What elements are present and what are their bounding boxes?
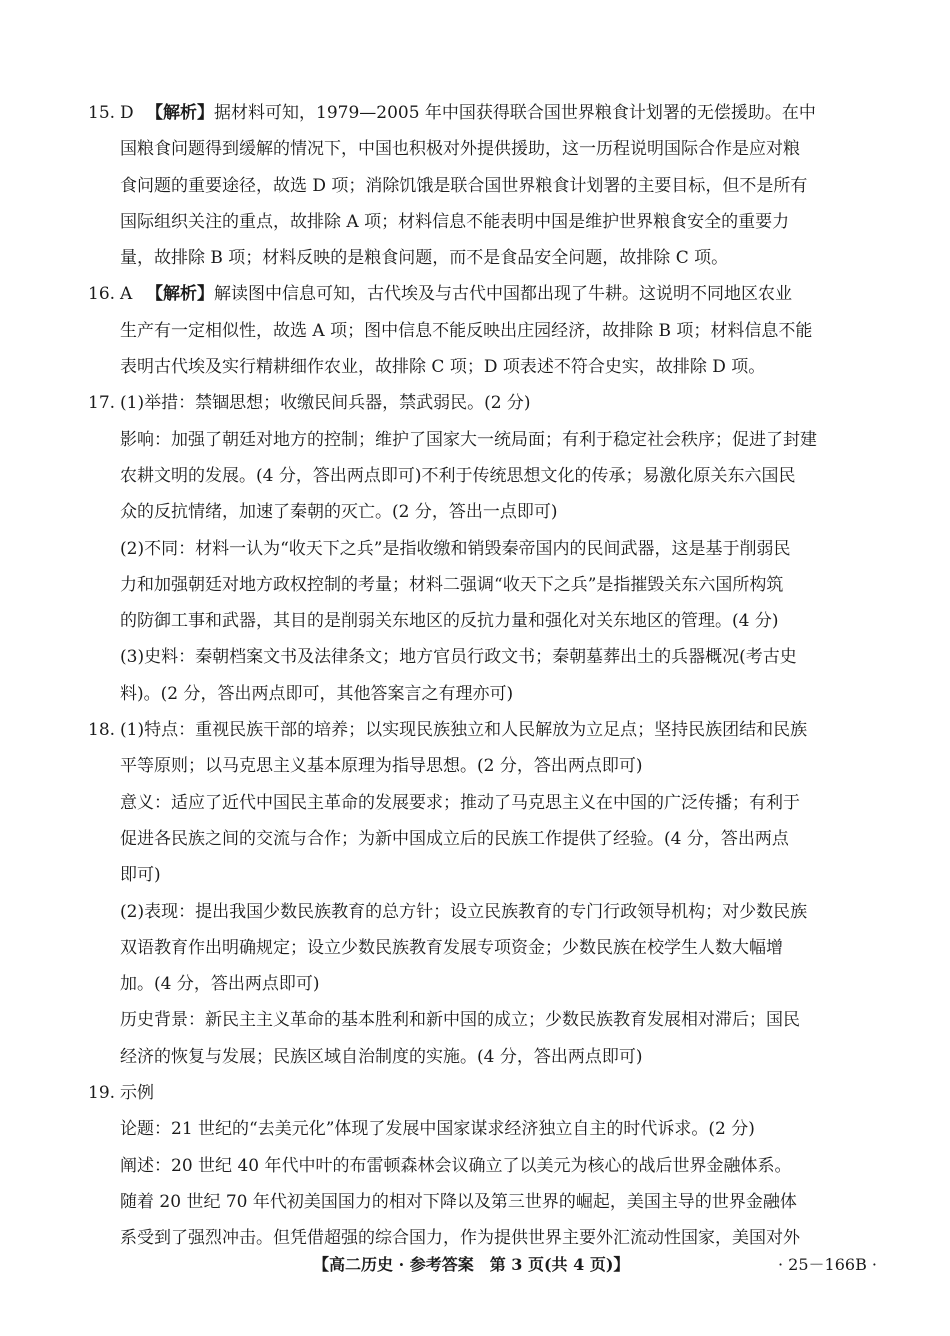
- q17-number: 17.: [88, 393, 116, 414]
- q15-number: 15.: [88, 103, 116, 123]
- q15-line-4: 国际组织关注的重点，故排除 A 项；材料信息不能表明中国是维护世界粮食安全的重要力: [120, 211, 790, 232]
- q17-line-1: [88, 385, 863, 421]
- q16-number: 16.: [88, 284, 116, 305]
- q18-line-7: 双语教育作出明确规定；设立少数民族教育发展专项资金；少数民族在校学生人数大幅增: [120, 937, 783, 958]
- q17-line-2: 影响：加强了朝廷对地方的控制；维护了国家大一统局面；有利于稳定社会秩序；促进了封建: [120, 429, 817, 450]
- q15-line-2: 国粮食问题得到缓解的情况下，中国也积极对外提供援助，这一历程说明国际合作是应对粮: [120, 139, 800, 160]
- q19-line-2: 论题：21 世纪的“去美元化”体现了发展中国家谋求经济独立自主的时代诉求。(2 分): [120, 1119, 755, 1140]
- q17-text: (1)举措：禁锢思想；收缴民间兵器，禁武弱民。(2 分): [120, 393, 531, 414]
- q19-line-1: [88, 1075, 863, 1111]
- q18-line-3: 意义：适应了近代中国民主革命的发展要求；推动了马克思主义在中国的广泛传播；有利于: [120, 792, 800, 813]
- q18-line-4: 促进各民族之间的交流与合作；为新中国成立后的民族工作提供了经验。(4 分，答出两点: [120, 828, 789, 849]
- q17-line-4: 众的反抗情绪，加速了秦朝的灭亡。(2 分，答出一点即可): [120, 502, 558, 523]
- q18-line-5: 即可): [120, 865, 161, 886]
- q15-line-3: 食问题的重要途径，故选 D 项；消除饥饿是联合国世界粮食计划署的主要目标，但不是所有: [120, 175, 808, 196]
- q15-text: 据材料可知，1979—2005 年中国获得联合国世界粮食计划署的无偿援助。在中: [214, 103, 816, 123]
- q17-line-5: (2)不同：材料一认为“收天下之兵”是指收缴和销毁秦帝国内的民间武器，这是基于削弱民: [120, 538, 791, 559]
- q19-example-label: 示例: [120, 1083, 154, 1104]
- q16-line-2: 生产有一定相似性，故选 A 项；图中信息不能反映出庄园经济，故排除 B 项；材料信息不能: [120, 320, 813, 341]
- q19-line-3: 阐述：20 世纪 40 年代中叶的布雷顿森林会议确立了以美元为核心的战后世界金融体系。: [120, 1155, 792, 1176]
- q15-answer: D: [120, 103, 134, 123]
- q18-line-10: 经济的恢复与发展；民族区域自治制度的实施。(4 分，答出两点即可): [120, 1046, 643, 1067]
- q17-line-9: 料)。(2 分，答出两点即可，其他答案言之有理亦可): [120, 683, 514, 704]
- q17-line-7: 的防御工事和武器，其目的是削弱关东地区的反抗力量和强化对关东地区的管理。(4 分): [120, 611, 779, 632]
- q17-line-3: 农耕文明的发展。(4 分，答出两点即可)不利于传统思想文化的传承；易激化原关东六国民: [120, 465, 796, 486]
- q18-line-9: 历史背景：新民主主义革命的基本胜利和新中国的成立；少数民族教育发展相对滞后；国民: [120, 1010, 800, 1031]
- q16-line-3: 表明古代埃及实行精耕细作农业，故排除 C 项；D 项表述不符合史实，故排除 D 项。: [120, 357, 766, 378]
- q18-line-2: 平等原则；以马克思主义基本原理为指导思想。(2 分，答出两点即可): [120, 756, 643, 777]
- q16-analysis-tag: 【解析】: [146, 284, 214, 305]
- q18-text: (1)特点：重视民族干部的培养；以实现民族独立和人民解放为立足点；坚持民族团结和民族: [120, 720, 808, 741]
- q16-line-1: [88, 276, 863, 312]
- footer-paper-code: · 25－166B ·: [778, 1255, 878, 1274]
- q19-number: 19.: [88, 1083, 116, 1104]
- q15-line-1: [88, 95, 863, 131]
- q15-analysis-tag: 【解析】: [146, 103, 214, 123]
- q19-line-4: 随着 20 世纪 70 年代初美国国力的相对下降以及第三世界的崛起，美国主导的世界金融体: [120, 1191, 797, 1212]
- answer-content: [88, 95, 863, 1257]
- q18-number: 18.: [88, 720, 116, 741]
- q16-text: 解读图中信息可知，古代埃及与古代中国都出现了牛耕。这说明不同地区农业: [214, 284, 792, 305]
- q15-line-5: 量，故排除 B 项；材料反映的是粮食问题，而不是食品安全问题，故排除 C 项。: [120, 248, 729, 269]
- q17-line-8: (3)史料：秦朝档案文书及法律条文；地方官员行政文书；秦朝墓葬出土的兵器概况(考古史: [120, 647, 797, 668]
- q19-line-5: 系受到了强烈冲击。但凭借超强的综合国力，作为提供世界主要外汇流动性国家，美国对外: [120, 1228, 800, 1249]
- footer-page-info: 【高二历史 · 参考答案 第 3 页(共 4 页)】: [313, 1255, 630, 1274]
- q17-line-6: 力和加强朝廷对地方政权控制的考量；材料二强调“收天下之兵”是指摧毁关东六国所构筑: [120, 574, 784, 595]
- q18-line-1: [88, 712, 863, 748]
- q18-line-6: (2)表现：提出我国少数民族教育的总方针；设立民族教育的专门行政领导机构；对少数民族: [120, 901, 808, 922]
- page-footer: [0, 1248, 950, 1278]
- q16-answer: A: [120, 284, 133, 305]
- q18-line-8: 加。(4 分，答出两点即可): [120, 974, 320, 995]
